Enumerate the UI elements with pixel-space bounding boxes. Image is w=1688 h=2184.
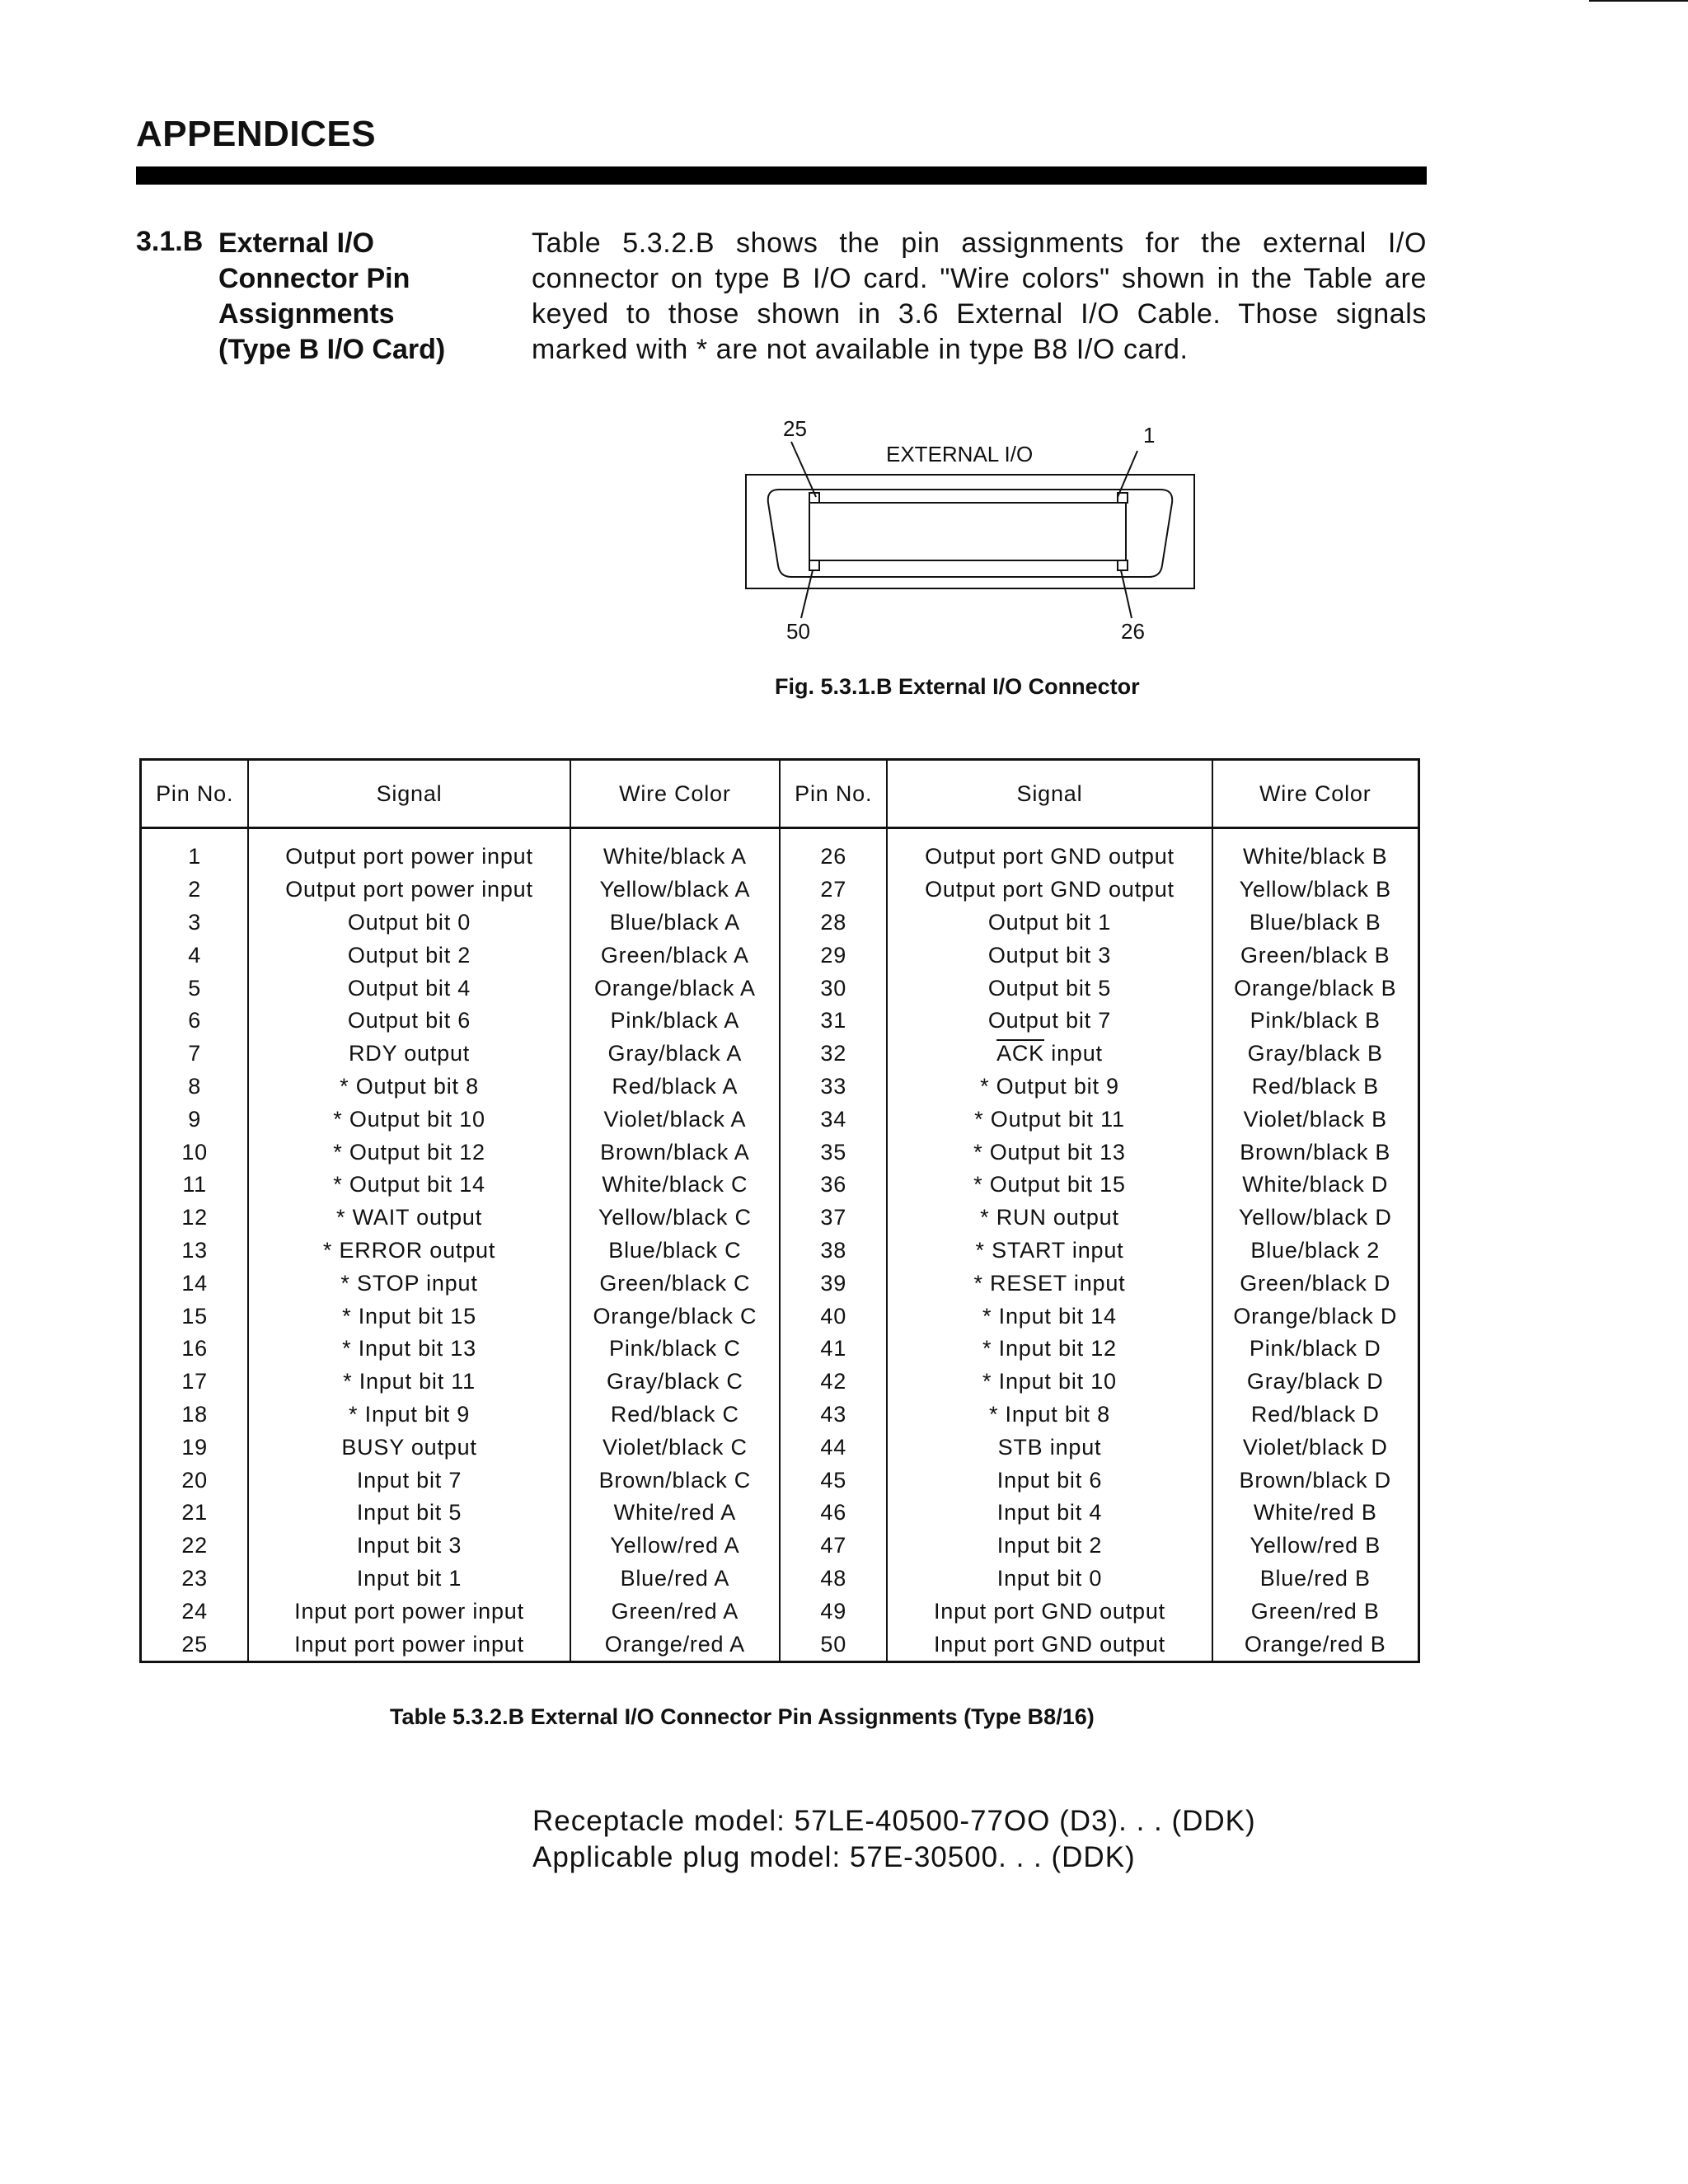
pin-number-cell: 15 — [141, 1300, 249, 1333]
pin-number-cell: 6 — [141, 1005, 249, 1038]
pin-number-cell: 25 — [141, 1628, 249, 1661]
wire-color-cell: Gray/black B — [1212, 1038, 1419, 1071]
pin-number-cell: 22 — [141, 1530, 249, 1563]
signal-cell: * Input bit 14 — [887, 1300, 1212, 1333]
signal-cell: Input bit 2 — [887, 1530, 1212, 1563]
table-row — [141, 1464, 1419, 1497]
pin-label-bottom-left: 50 — [786, 619, 810, 644]
wire-color-cell: Red/black B — [1212, 1071, 1419, 1104]
wire-color-cell: Blue/black A — [570, 907, 780, 940]
signal-cell: $\overline{ACK}$ input — [887, 1038, 1212, 1071]
wire-color-cell: Yellow/red A — [570, 1530, 780, 1563]
wire-color-cell: Violet/black A — [570, 1103, 780, 1136]
signal-cell: * STOP input — [248, 1267, 570, 1300]
plug-model: Applicable plug model: 57E-30500. . . (DDK) — [532, 1841, 1136, 1873]
wire-color-cell: Violet/black B — [1212, 1103, 1419, 1136]
wire-color-cell: Orange/black B — [1212, 972, 1419, 1005]
pin-number-cell: 7 — [141, 1038, 249, 1071]
signal-cell: * Input bit 15 — [248, 1300, 570, 1333]
signal-cell: Output bit 6 — [248, 1005, 570, 1038]
table-row — [141, 1399, 1419, 1432]
signal-cell: Input bit 6 — [887, 1464, 1212, 1497]
table-row — [141, 939, 1419, 972]
pin-number-cell: 10 — [141, 1136, 249, 1169]
pin-number-cell: 16 — [141, 1333, 249, 1366]
wire-color-cell: Brown/black C — [570, 1464, 780, 1497]
pin-number-cell: 31 — [780, 1005, 887, 1038]
pin-number-cell: 2 — [141, 874, 249, 907]
signal-cell: * RESET input — [887, 1267, 1212, 1300]
pin-number-cell: 4 — [141, 939, 249, 972]
active-low-signal: $\overline{ACK}$ — [996, 1041, 1044, 1066]
signal-cell: * Input bit 9 — [248, 1399, 570, 1432]
table-row — [141, 1530, 1419, 1563]
table-row — [141, 1431, 1419, 1464]
table-row — [141, 1628, 1419, 1661]
wire-color-cell: Blue/red A — [570, 1563, 780, 1596]
wire-color-cell: Blue/red B — [1212, 1563, 1419, 1596]
column-header: Wire Color — [1212, 760, 1419, 828]
table-row — [141, 1595, 1419, 1628]
signal-cell: Input bit 3 — [248, 1530, 570, 1563]
table-spacer — [141, 828, 1419, 841]
table-row — [141, 1005, 1419, 1038]
pin-number-cell: 13 — [141, 1235, 249, 1268]
pin-number-cell: 42 — [780, 1366, 887, 1399]
wire-color-cell: Brown/black B — [1212, 1136, 1419, 1169]
wire-color-cell: Orange/red B — [1212, 1628, 1419, 1661]
corner-rule — [1589, 0, 1688, 2]
model-notes — [532, 1803, 1256, 1876]
wire-color-cell: Pink/black B — [1212, 1005, 1419, 1038]
section-title-line: Connector Pin — [218, 263, 410, 294]
pin-number-cell: 20 — [141, 1464, 249, 1497]
wire-color-cell: Red/black A — [570, 1071, 780, 1104]
table-row — [141, 1497, 1419, 1530]
signal-cell: Input bit 0 — [887, 1563, 1212, 1596]
wire-color-cell: Green/black C — [570, 1267, 780, 1300]
wire-color-cell: White/black B — [1212, 841, 1419, 874]
signal-cell: Input port power input — [248, 1628, 570, 1661]
pin-number-cell: 38 — [780, 1235, 887, 1268]
wire-color-cell: Brown/black D — [1212, 1464, 1419, 1497]
pin-number-cell: 3 — [141, 907, 249, 940]
wire-color-cell: Pink/black D — [1212, 1333, 1419, 1366]
wire-color-cell: Gray/black D — [1212, 1366, 1419, 1399]
section-title-line: Assignments — [218, 298, 395, 330]
figure-label: EXTERNAL I/O — [886, 442, 1034, 466]
signal-cell: * WAIT output — [248, 1202, 570, 1235]
pin-number-cell: 46 — [780, 1497, 887, 1530]
signal-cell: Output bit 1 — [887, 907, 1212, 940]
wire-color-cell: Orange/red A — [570, 1628, 780, 1661]
figure-caption: Fig. 5.3.1.B External I/O Connector — [775, 674, 1140, 699]
signal-cell: * Output bit 9 — [887, 1071, 1212, 1104]
signal-cell: * ERROR output — [248, 1235, 570, 1268]
pin-number-cell: 34 — [780, 1103, 887, 1136]
wire-color-cell: Brown/black A — [570, 1136, 780, 1169]
signal-cell: * Input bit 10 — [887, 1366, 1212, 1399]
wire-color-cell: White/red A — [570, 1497, 780, 1530]
signal-cell: * Input bit 13 — [248, 1333, 570, 1366]
pin-number-cell: 50 — [780, 1628, 887, 1661]
table-row — [141, 1103, 1419, 1136]
table-row — [141, 907, 1419, 940]
wire-color-cell: Blue/black B — [1212, 907, 1419, 940]
wire-color-cell: Yellow/black A — [570, 874, 780, 907]
pin-number-cell: 17 — [141, 1366, 249, 1399]
wire-color-cell: Pink/black C — [570, 1333, 780, 1366]
table-row — [141, 841, 1419, 874]
section-body: Table 5.3.2.B shows the pin assignments for the external I/O connector on type B I/O card. "Wire colors" shown in the Table are keyed to those shown in 3.6 External I/O Cable. Those signals marked with * are not available in type B8 I/O card. — [532, 227, 1427, 365]
wire-color-cell: Yellow/black D — [1212, 1202, 1419, 1235]
pin-number-cell: 27 — [780, 874, 887, 907]
column-header: Wire Color — [570, 760, 780, 828]
signal-cell: Input port power input — [248, 1595, 570, 1628]
signal-cell: Input port GND output — [887, 1595, 1212, 1628]
wire-color-cell: Violet/black C — [570, 1431, 780, 1464]
pin-number-cell: 21 — [141, 1497, 249, 1530]
page-title: APPENDICES — [136, 114, 377, 154]
mounting-tab — [1118, 560, 1128, 570]
signal-cell: * Input bit 11 — [248, 1366, 570, 1399]
pin-number-cell: 9 — [141, 1103, 249, 1136]
pin-number-cell: 39 — [780, 1267, 887, 1300]
pin-number-cell: 41 — [780, 1333, 887, 1366]
signal-cell: BUSY output — [248, 1431, 570, 1464]
pin-number-cell: 35 — [780, 1136, 887, 1169]
signal-cell: Output port power input — [248, 874, 570, 907]
wire-color-cell: White/red B — [1212, 1497, 1419, 1530]
section-title-line: External I/O — [218, 227, 374, 259]
pin-number-cell: 19 — [141, 1431, 249, 1464]
wire-color-cell: Orange/black D — [1212, 1300, 1419, 1333]
signal-cell: Input port GND output — [887, 1628, 1212, 1661]
wire-color-cell: Pink/black A — [570, 1005, 780, 1038]
pin-number-cell: 33 — [780, 1071, 887, 1104]
signal-cell: Input bit 4 — [887, 1497, 1212, 1530]
wire-color-cell: White/black A — [570, 841, 780, 874]
signal-cell: * Output bit 13 — [887, 1136, 1212, 1169]
pin-assignment-table — [139, 758, 1420, 1663]
mounting-tab — [809, 560, 819, 570]
table-row — [141, 1267, 1419, 1300]
wire-color-cell: Gray/black C — [570, 1366, 780, 1399]
pin-number-cell: 40 — [780, 1300, 887, 1333]
signal-cell: Input bit 7 — [248, 1464, 570, 1497]
signal-cell: * Output bit 14 — [248, 1169, 570, 1202]
wire-color-cell: Yellow/red B — [1212, 1530, 1419, 1563]
wire-color-cell: Green/black B — [1212, 939, 1419, 972]
signal-cell: Output bit 0 — [248, 907, 570, 940]
pin-number-cell: 32 — [780, 1038, 887, 1071]
table-row — [141, 1333, 1419, 1366]
signal-cell: * Output bit 11 — [887, 1103, 1212, 1136]
pin-number-cell: 37 — [780, 1202, 887, 1235]
pin-number-cell: 45 — [780, 1464, 887, 1497]
wire-color-cell: Yellow/black C — [570, 1202, 780, 1235]
signal-cell: Output bit 2 — [248, 939, 570, 972]
wire-color-cell: Orange/black A — [570, 972, 780, 1005]
table-row — [141, 1366, 1419, 1399]
pin-number-cell: 11 — [141, 1169, 249, 1202]
pin-number-cell: 48 — [780, 1563, 887, 1596]
table-body — [141, 828, 1419, 1662]
wire-color-cell: Red/black C — [570, 1399, 780, 1432]
signal-cell: Output bit 3 — [887, 939, 1212, 972]
signal-cell: * Input bit 8 — [887, 1399, 1212, 1432]
pin-label-bottom-right: 26 — [1121, 619, 1145, 644]
table-header-row — [141, 760, 1419, 828]
section-number: 3.1.B — [136, 226, 204, 257]
wire-color-cell: White/black D — [1212, 1169, 1419, 1202]
page-header — [136, 114, 1427, 185]
pin-number-cell: 49 — [780, 1595, 887, 1628]
wire-color-cell: Blue/black C — [570, 1235, 780, 1268]
wire-color-cell: Red/black D — [1212, 1399, 1419, 1432]
leader-line — [791, 442, 816, 497]
table-row — [141, 1235, 1419, 1268]
wire-color-cell: White/black C — [570, 1169, 780, 1202]
signal-cell: * Input bit 12 — [887, 1333, 1212, 1366]
signal-cell: Output port GND output — [887, 874, 1212, 907]
signal-cell: Output port GND output — [887, 841, 1212, 874]
table-row — [141, 1300, 1419, 1333]
wire-color-cell: Green/black A — [570, 939, 780, 972]
pin-label-top-left: 25 — [783, 416, 807, 441]
column-header: Pin No. — [780, 760, 887, 828]
table-row — [141, 1038, 1419, 1071]
pin-number-cell: 12 — [141, 1202, 249, 1235]
table-caption: Table 5.3.2.B External I/O Connector Pin Assignments (Type B8/16) — [390, 1704, 1095, 1729]
column-header: Pin No. — [141, 760, 249, 828]
wire-color-cell: Green/red A — [570, 1595, 780, 1628]
pin-number-cell: 30 — [780, 972, 887, 1005]
pin-number-cell: 18 — [141, 1399, 249, 1432]
signal-cell: Output bit 4 — [248, 972, 570, 1005]
pin-number-cell: 14 — [141, 1267, 249, 1300]
pin-number-cell: 1 — [141, 841, 249, 874]
wire-color-cell: Blue/black 2 — [1212, 1235, 1419, 1268]
signal-cell: STB input — [887, 1431, 1212, 1464]
table-row — [141, 874, 1419, 907]
signal-cell: Input bit 1 — [248, 1563, 570, 1596]
table-row — [141, 1136, 1419, 1169]
header-rule — [136, 166, 1427, 185]
wire-color-cell: Yellow/black B — [1212, 874, 1419, 907]
pin-number-cell: 29 — [780, 939, 887, 972]
pin-number-cell: 23 — [141, 1563, 249, 1596]
column-header: Signal — [248, 760, 570, 828]
signal-cell: * Output bit 12 — [248, 1136, 570, 1169]
connector-insert — [809, 503, 1126, 560]
table-row — [141, 1169, 1419, 1202]
pin-number-cell: 43 — [780, 1399, 887, 1432]
signal-cell: Output bit 5 — [887, 972, 1212, 1005]
signal-cell: * Output bit 8 — [248, 1071, 570, 1104]
pin-number-cell: 26 — [780, 841, 887, 874]
table-row — [141, 1563, 1419, 1596]
wire-color-cell: Green/black D — [1212, 1267, 1419, 1300]
signal-cell: Output bit 7 — [887, 1005, 1212, 1038]
pin-number-cell: 8 — [141, 1071, 249, 1104]
section-title-line: (Type B I/O Card) — [218, 334, 446, 365]
table-row — [141, 1071, 1419, 1104]
pin-number-cell: 44 — [780, 1431, 887, 1464]
pin-number-cell: 28 — [780, 907, 887, 940]
wire-color-cell: Green/red B — [1212, 1595, 1419, 1628]
wire-color-cell: Orange/black C — [570, 1300, 780, 1333]
signal-cell: * START input — [887, 1235, 1212, 1268]
signal-cell: * Output bit 10 — [248, 1103, 570, 1136]
pin-number-cell: 47 — [780, 1530, 887, 1563]
table-row — [141, 972, 1419, 1005]
signal-cell: RDY output — [248, 1038, 570, 1071]
wire-color-cell: Gray/black A — [570, 1038, 780, 1071]
signal-cell: Input bit 5 — [248, 1497, 570, 1530]
table-row — [141, 1202, 1419, 1235]
signal-cell: * RUN output — [887, 1202, 1212, 1235]
signal-cell: Output port power input — [248, 841, 570, 874]
column-header: Signal — [887, 760, 1212, 828]
wire-color-cell: Violet/black D — [1212, 1431, 1419, 1464]
receptacle-model: Receptacle model: 57LE-40500-77OO (D3). . . (DDK) — [532, 1805, 1256, 1837]
pin-label-top-right: 1 — [1143, 423, 1156, 448]
pin-number-cell: 5 — [141, 972, 249, 1005]
signal-cell: * Output bit 15 — [887, 1169, 1212, 1202]
pin-number-cell: 24 — [141, 1595, 249, 1628]
pin-number-cell: 36 — [780, 1169, 887, 1202]
